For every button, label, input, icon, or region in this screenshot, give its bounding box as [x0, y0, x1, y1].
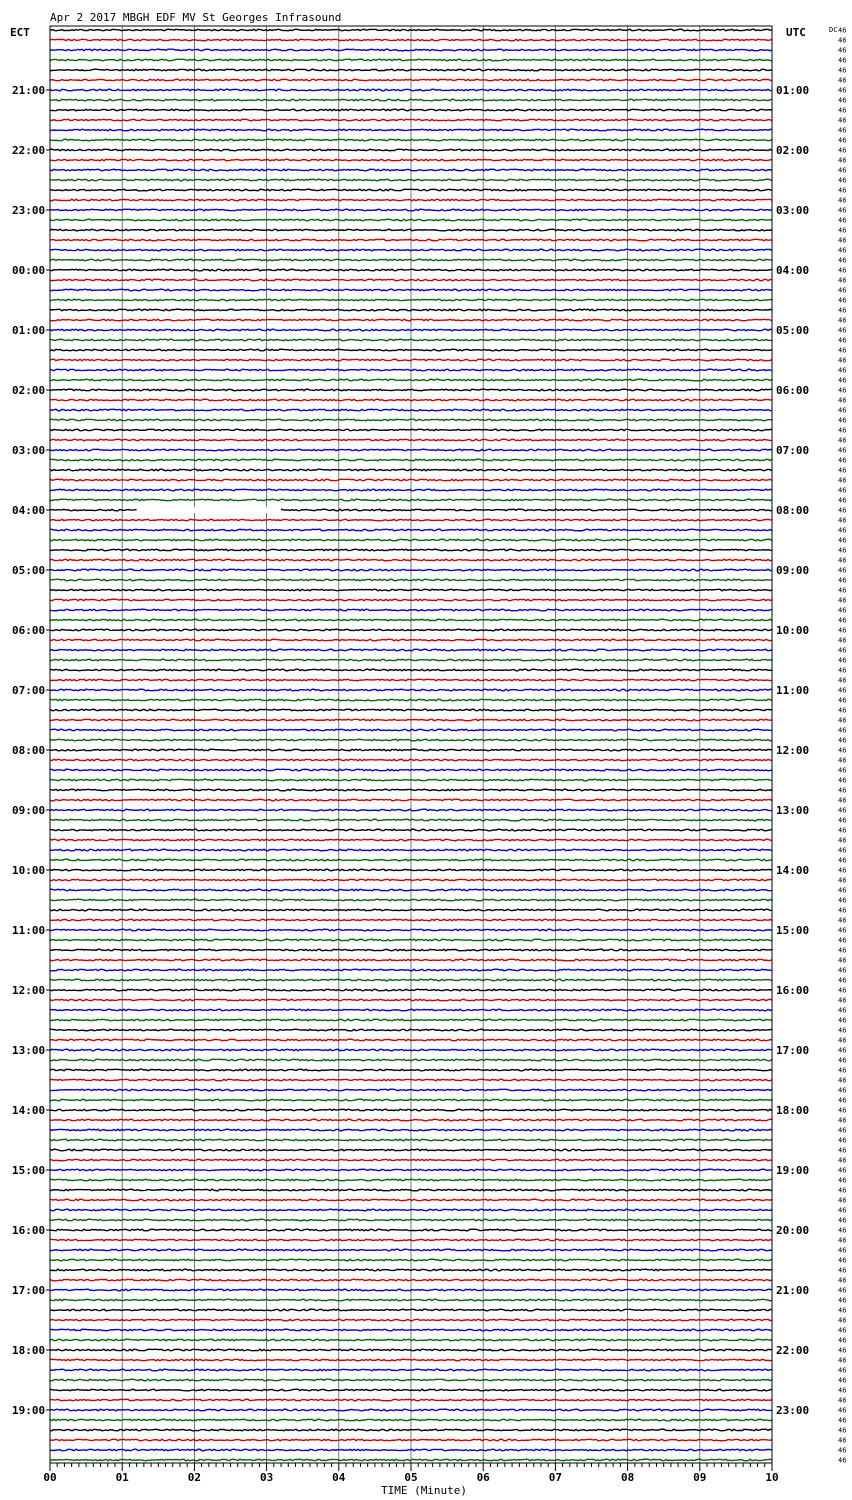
trace-tag: 46	[838, 1286, 847, 1295]
right-hour-label: 19:00	[776, 1164, 810, 1177]
trace-tag: 46	[838, 106, 847, 115]
trace-tag: 46	[838, 96, 847, 105]
trace-tag: 46	[838, 916, 847, 925]
trace-line	[50, 59, 772, 61]
trace-line	[50, 1279, 772, 1281]
trace-tag: 46	[838, 36, 847, 45]
trace-tag: 46	[838, 1236, 847, 1245]
trace-tag: 46	[838, 246, 847, 255]
trace-line	[50, 439, 772, 441]
right-hour-label: 22:00	[776, 1344, 810, 1357]
trace-tag: 46	[838, 266, 847, 275]
trace-line	[50, 489, 772, 491]
trace-line	[50, 1369, 772, 1371]
trace-tag: 46	[838, 1096, 847, 1105]
trace-line	[50, 1109, 772, 1111]
trace-line	[50, 639, 772, 641]
right-hour-label: 10:00	[776, 624, 810, 637]
trace-tag: 46	[838, 1046, 847, 1055]
trace-tag: 46	[838, 406, 847, 415]
trace-tag: 46	[838, 66, 847, 75]
trace-line	[50, 299, 772, 301]
trace-tag: 46	[838, 1036, 847, 1045]
trace-tag: 46	[838, 1256, 847, 1265]
trace-tag: 46	[838, 346, 847, 355]
trace-tag: 46	[838, 696, 847, 705]
trace-tag: 46	[838, 836, 847, 845]
trace-line	[50, 1199, 772, 1201]
x-tick-label: 10	[765, 1471, 779, 1484]
right-hour-label: 21:00	[776, 1284, 810, 1297]
trace-line	[50, 149, 772, 151]
right-hour-label: 14:00	[776, 864, 810, 877]
trace-tag: 46	[838, 226, 847, 235]
right-hour-label: 06:00	[776, 384, 810, 397]
right-hour-label: 13:00	[776, 804, 810, 817]
trace-tag: 46	[838, 1396, 847, 1405]
x-tick-label: 03	[259, 1471, 274, 1484]
trace-tag: 46	[838, 1006, 847, 1015]
trace-tag: 46	[838, 956, 847, 965]
trace-tag: 46	[838, 1076, 847, 1085]
trace-tag: 46	[838, 1356, 847, 1365]
trace-tag: 46	[838, 646, 847, 655]
trace-line	[50, 139, 772, 141]
x-tick-label: 09	[693, 1471, 707, 1484]
trace-tags	[838, 27, 846, 1465]
left-hour-label: 15:00	[12, 1164, 46, 1177]
trace-tag: 46	[838, 1216, 847, 1225]
trace-line	[50, 1169, 772, 1171]
left-hour-label: 07:00	[12, 684, 46, 697]
trace-tag: 46	[838, 516, 847, 525]
trace-tag: 46	[838, 1016, 847, 1025]
trace-tag: 46	[838, 466, 847, 475]
data-gaps	[137, 507, 281, 513]
right-hour-label: 16:00	[776, 984, 810, 997]
right-hour-label: 09:00	[776, 564, 810, 577]
trace-line	[50, 549, 772, 551]
right-hour-label: 01:00	[776, 84, 810, 97]
trace-tag: 46	[838, 886, 847, 895]
trace-tag: 46	[838, 356, 847, 365]
trace-tag: 46	[838, 136, 847, 145]
trace-tag: 46	[838, 306, 847, 315]
chart-title: Apr 2 2017 MBGH EDF MV St Georges Infrasound	[50, 11, 342, 24]
trace-tag: 46	[838, 26, 847, 35]
right-hour-label: 11:00	[776, 684, 810, 697]
trace-line	[50, 319, 772, 321]
trace-line	[50, 409, 772, 411]
trace-line	[50, 519, 772, 521]
trace-tag: 46	[838, 76, 847, 85]
trace-line	[50, 899, 772, 901]
left-hour-label: 16:00	[12, 1224, 46, 1237]
trace-tag: 46	[838, 1326, 847, 1335]
trace-tag: 46	[838, 456, 847, 465]
trace-line	[50, 659, 772, 661]
left-hour-label: 18:00	[12, 1344, 46, 1357]
trace-tag: 46	[838, 786, 847, 795]
trace-line	[50, 1239, 772, 1241]
trace-tag: 46	[838, 396, 847, 405]
trace-line	[50, 1039, 772, 1041]
trace-line	[50, 199, 772, 201]
scale-label: DC	[829, 26, 838, 34]
trace-tag: 46	[838, 526, 847, 535]
trace-tag: 46	[838, 276, 847, 285]
trace-tag: 46	[838, 116, 847, 125]
x-tick-label: 04	[332, 1471, 346, 1484]
trace-line	[50, 529, 772, 531]
trace-tag: 46	[838, 556, 847, 565]
trace-tag: 46	[838, 1346, 847, 1355]
trace-tag: 46	[838, 1276, 847, 1285]
trace-tag: 46	[838, 1186, 847, 1195]
trace-tag: 46	[838, 1366, 847, 1375]
trace-tag: 46	[838, 596, 847, 605]
x-tick-label: 02	[187, 1471, 202, 1484]
trace-tag: 46	[838, 856, 847, 865]
trace-line	[50, 879, 772, 881]
trace-tag: 46	[838, 1296, 847, 1305]
right-hour-label: 02:00	[776, 144, 810, 157]
left-hour-label: 09:00	[12, 804, 46, 817]
trace-tag: 46	[838, 1116, 847, 1125]
trace-line	[50, 769, 772, 771]
trace-line	[50, 469, 772, 471]
trace-tag: 46	[838, 366, 847, 375]
trace-tag: 46	[838, 1246, 847, 1255]
left-hour-label: 08:00	[12, 744, 46, 757]
trace-line	[50, 1289, 772, 1291]
trace-tag: 46	[838, 1406, 847, 1415]
right-hour-label: 20:00	[776, 1224, 810, 1237]
trace-gap	[137, 507, 281, 513]
trace-line	[50, 129, 772, 131]
trace-tag: 46	[838, 1106, 847, 1115]
trace-tag: 46	[838, 146, 847, 155]
trace-tag: 46	[838, 436, 847, 445]
trace-tag: 46	[838, 376, 847, 385]
left-hour-label: 13:00	[12, 1044, 46, 1057]
trace-tag: 46	[838, 896, 847, 905]
trace-tag: 46	[838, 1026, 847, 1035]
trace-line	[50, 379, 772, 381]
left-hour-label: 23:00	[12, 204, 46, 217]
left-hour-label: 02:00	[12, 384, 46, 397]
left-hour-label: 22:00	[12, 144, 46, 157]
trace-tag: 46	[838, 946, 847, 955]
x-tick-label: 07	[548, 1471, 563, 1484]
trace-tag: 46	[838, 766, 847, 775]
trace-tag: 46	[838, 416, 847, 425]
trace-tag: 46	[838, 996, 847, 1005]
trace-line	[50, 259, 772, 261]
trace-tag: 46	[838, 1226, 847, 1235]
trace-line	[50, 749, 772, 751]
left-hour-labels	[12, 84, 50, 1417]
trace-line	[50, 729, 772, 731]
trace-line	[50, 349, 772, 351]
trace-tag: 46	[838, 326, 847, 335]
trace-tag: 46	[838, 676, 847, 685]
trace-tag: 46	[838, 1266, 847, 1275]
trace-tag: 46	[838, 426, 847, 435]
left-hour-label: 11:00	[12, 924, 46, 937]
trace-tag: 46	[838, 626, 847, 635]
left-hour-label: 03:00	[12, 444, 46, 457]
trace-tag: 46	[838, 1086, 847, 1095]
trace-tag: 46	[838, 1456, 847, 1465]
trace-line	[50, 949, 772, 951]
trace-tag: 46	[838, 1376, 847, 1385]
trace-tag: 46	[838, 536, 847, 545]
trace-tag: 46	[838, 176, 847, 185]
trace-line	[50, 959, 772, 961]
trace-tag: 46	[838, 826, 847, 835]
left-hour-label: 05:00	[12, 564, 46, 577]
trace-tag: 46	[838, 576, 847, 585]
left-hour-label: 14:00	[12, 1104, 46, 1117]
minute-gridlines	[122, 26, 700, 1463]
trace-tag: 46	[838, 816, 847, 825]
trace-line	[50, 1259, 772, 1261]
trace-tag: 46	[838, 986, 847, 995]
trace-tag: 46	[838, 806, 847, 815]
trace-line	[50, 1339, 772, 1341]
right-hour-label: 04:00	[776, 264, 810, 277]
trace-tag: 46	[838, 46, 847, 55]
trace-line	[50, 999, 772, 1001]
left-hour-label: 19:00	[12, 1404, 46, 1417]
x-tick-label: 01	[115, 1471, 129, 1484]
trace-line	[50, 929, 772, 931]
trace-tag: 46	[838, 796, 847, 805]
trace-tag: 46	[838, 296, 847, 305]
trace-tag: 46	[838, 1316, 847, 1325]
trace-tag: 46	[838, 606, 847, 615]
trace-tag: 46	[838, 736, 847, 745]
right-hour-label: 08:00	[776, 504, 810, 517]
trace-tag: 46	[838, 506, 847, 515]
trace-tag: 46	[838, 1306, 847, 1315]
trace-tag: 46	[838, 1176, 847, 1185]
trace-tag: 46	[838, 56, 847, 65]
left-hour-label: 01:00	[12, 324, 46, 337]
trace-tag: 46	[838, 1446, 847, 1455]
x-axis-label: TIME (Minute)	[380, 1484, 468, 1497]
trace-tag: 46	[838, 846, 847, 855]
trace-tag: 46	[838, 706, 847, 715]
trace-tag: 46	[838, 906, 847, 915]
right-hour-label: 05:00	[776, 324, 810, 337]
trace-tag: 46	[838, 656, 847, 665]
trace-tag: 46	[838, 976, 847, 985]
trace-tag: 46	[838, 86, 847, 95]
left-hour-label: 17:00	[12, 1284, 46, 1297]
right-hour-label: 18:00	[776, 1104, 810, 1117]
trace-tag: 46	[838, 1136, 847, 1145]
trace-tag: 46	[838, 1206, 847, 1215]
trace-line	[50, 499, 772, 501]
trace-tag: 46	[838, 1196, 847, 1205]
trace-tag: 46	[838, 636, 847, 645]
trace-line	[50, 809, 772, 811]
trace-line	[50, 979, 772, 981]
trace-tag: 46	[838, 1066, 847, 1075]
trace-tag: 46	[838, 166, 847, 175]
trace-line	[50, 229, 772, 231]
trace-tag: 46	[838, 216, 847, 225]
trace-tag: 46	[838, 926, 847, 935]
trace-tag: 46	[838, 1386, 847, 1395]
right-hour-label: 07:00	[776, 444, 810, 457]
trace-tag: 46	[838, 316, 847, 325]
right-hour-labels	[776, 84, 809, 1417]
x-axis	[43, 1463, 778, 1484]
x-tick-label: 08	[620, 1471, 635, 1484]
trace-line	[50, 1459, 772, 1461]
trace-tag: 46	[838, 206, 847, 215]
right-hour-label: 17:00	[776, 1044, 810, 1057]
trace-line	[50, 1379, 772, 1381]
trace-tag: 46	[838, 726, 847, 735]
trace-tag: 46	[838, 566, 847, 575]
trace-line	[50, 1069, 772, 1071]
trace-tag: 46	[838, 756, 847, 765]
trace-tag: 46	[838, 586, 847, 595]
trace-line	[50, 449, 772, 451]
trace-line	[50, 1249, 772, 1251]
trace-tag: 46	[838, 936, 847, 945]
trace-tag: 46	[838, 386, 847, 395]
trace-line	[50, 889, 772, 891]
trace-tag: 46	[838, 1056, 847, 1065]
right-timezone-label: UTC	[786, 26, 806, 39]
right-hour-label: 12:00	[776, 744, 810, 757]
trace-tag: 46	[838, 746, 847, 755]
trace-tag: 46	[838, 1336, 847, 1345]
trace-tag: 46	[838, 546, 847, 555]
trace-tag: 46	[838, 776, 847, 785]
trace-tag: 46	[838, 126, 847, 135]
trace-tag: 46	[838, 716, 847, 725]
trace-line	[50, 29, 772, 31]
trace-tag: 46	[838, 496, 847, 505]
trace-tag: 46	[838, 236, 847, 245]
trace-tag: 46	[838, 186, 847, 195]
trace-line	[50, 619, 772, 621]
left-hour-label: 10:00	[12, 864, 46, 877]
right-hour-label: 23:00	[776, 1404, 810, 1417]
trace-tag: 46	[838, 1416, 847, 1425]
trace-line	[50, 669, 772, 671]
trace-tag: 46	[838, 156, 847, 165]
trace-tag: 46	[838, 1436, 847, 1445]
trace-tag: 46	[838, 966, 847, 975]
trace-line	[50, 1349, 772, 1351]
trace-tag: 46	[838, 866, 847, 875]
trace-line	[50, 1159, 772, 1161]
trace-tag: 46	[838, 476, 847, 485]
trace-tag: 46	[838, 256, 847, 265]
trace-line	[50, 829, 772, 831]
trace-tag: 46	[838, 196, 847, 205]
trace-line	[50, 779, 772, 781]
left-timezone-label: ECT	[10, 26, 30, 39]
trace-line	[50, 609, 772, 611]
trace-tag: 46	[838, 1146, 847, 1155]
trace-tag: 46	[838, 1156, 847, 1165]
left-hour-label: 06:00	[12, 624, 46, 637]
left-hour-label: 00:00	[12, 264, 46, 277]
trace-tag: 46	[838, 286, 847, 295]
right-hour-label: 15:00	[776, 924, 810, 937]
trace-tag: 46	[838, 1166, 847, 1175]
trace-tag: 46	[838, 486, 847, 495]
trace-line	[50, 819, 772, 821]
trace-line	[50, 39, 772, 41]
trace-tag: 46	[838, 616, 847, 625]
trace-tag: 46	[838, 686, 847, 695]
trace-tag: 46	[838, 336, 847, 345]
trace-tag: 46	[838, 446, 847, 455]
x-tick-label: 00	[43, 1471, 57, 1484]
right-hour-label: 03:00	[776, 204, 810, 217]
left-hour-label: 12:00	[12, 984, 46, 997]
trace-line	[50, 589, 772, 591]
trace-tag: 46	[838, 1426, 847, 1435]
trace-line	[50, 869, 772, 871]
x-tick-label: 05	[404, 1471, 418, 1484]
left-hour-label: 04:00	[12, 504, 46, 517]
trace-tag: 46	[838, 1126, 847, 1135]
trace-tag: 46	[838, 876, 847, 885]
trace-tag: 46	[838, 666, 847, 675]
trace-line	[50, 559, 772, 561]
left-hour-label: 21:00	[12, 84, 46, 97]
x-tick-label: 06	[476, 1471, 490, 1484]
